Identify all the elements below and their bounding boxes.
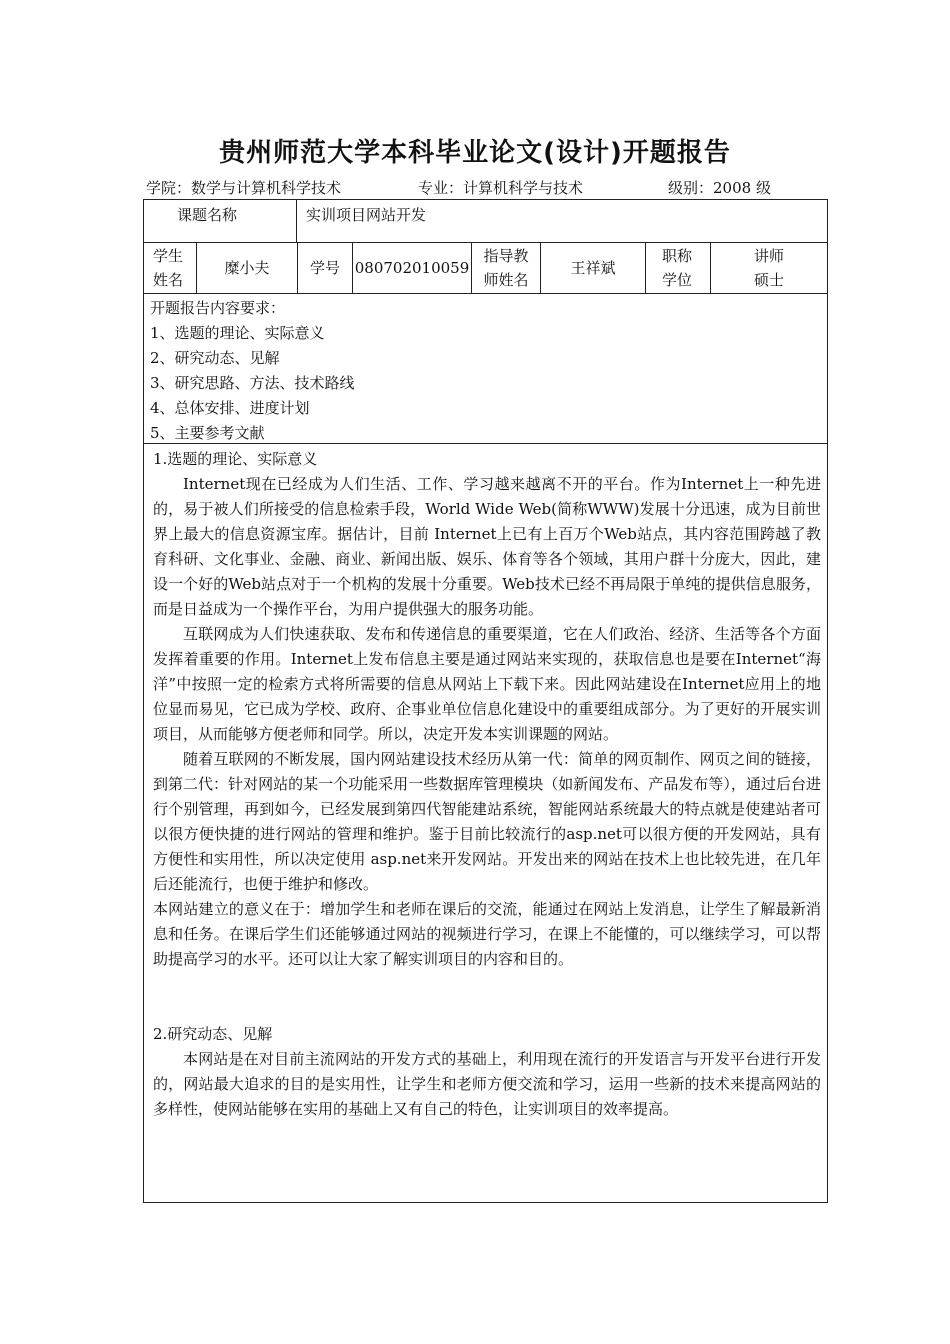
requirement-item: 3、研究思路、方法、技术路线 bbox=[150, 374, 355, 392]
advisor-name: 王祥斌 bbox=[570, 259, 616, 277]
college-field: 学院：数学与计算机科学技术 bbox=[146, 179, 342, 197]
paragraph: 本网站是在对目前主流网站的开发方式的基础上，利用现在流行的开发语言与开发平台进行开发的，网站最大追求的目的是实用性，让学生和老师方便交流和学习，运用一些新的技术来提高网站的多样性，使网站能够在实用的基础上又有自己的特色，让实训项目的效率提高。 bbox=[153, 1050, 821, 1118]
meta-line bbox=[146, 177, 836, 198]
major-field: 专业：计算机科学与技术 bbox=[418, 179, 584, 197]
report-body bbox=[153, 447, 821, 1122]
requirement-item: 4、总体安排、进度计划 bbox=[150, 399, 310, 417]
section-heading: 2.研究动态、见解 bbox=[153, 1025, 273, 1043]
info-divider-4 bbox=[471, 242, 472, 294]
spacer bbox=[153, 972, 821, 1022]
paragraph: Internet现在已经成为人们生活、工作、学习越来越离不开的平台。作为Internet上一种先进的，易于被人们所接受的信息检索手段，World Wide Web(简称WWW)发展十分迅速，成为目前世界上最大的信息资源宝库。据估计，目前 Internet上已有上百万个Web站点，其内容范围跨越了教育科研、文化事业、金融、商业、新闻出版、娱乐、体育等各个领域，其用户群十分庞大，因此，建设一个好的Web站点对于一个机构的发展十分重要。Web技术已经不再局限于单纯的提供信息服务，而是日益成为一个操作平台，为用户提供强大的服务功能。 bbox=[153, 475, 821, 618]
page-title: 贵州师范大学本科毕业论文(设计)开题报告 bbox=[219, 138, 731, 168]
paragraph: 本网站建立的意义在于：增加学生和老师在课后的交流，能通过在网站上发消息，让学生了解最新消息和任务。在课后学生们还能够通过网站的视频进行学习，在课上不能懂的，可以继续学习，可以帮助提高学习的水平。还可以让大家了解实训项目的内容和目的。 bbox=[153, 900, 821, 968]
grade-field: 级别：2008 级 bbox=[668, 179, 771, 197]
student-id: 080702010059 bbox=[354, 259, 470, 277]
section-heading: 1.选题的理论、实际意义 bbox=[153, 450, 318, 468]
student-name: 糜小夫 bbox=[224, 259, 270, 277]
student-id-label: 学号 bbox=[309, 259, 340, 277]
requirement-item: 5、主要参考文献 bbox=[150, 424, 265, 442]
student-name-label: 学生姓名 bbox=[152, 247, 183, 289]
topic-label: 课题名称 bbox=[177, 206, 238, 224]
advisor-title: 讲师硕士 bbox=[753, 247, 784, 289]
requirement-item: 2、研究动态、见解 bbox=[150, 349, 280, 367]
requirements-list bbox=[150, 296, 820, 446]
title-label: 职称学位 bbox=[661, 247, 692, 289]
info-divider-7 bbox=[710, 242, 711, 294]
topic-value: 实训项目网站开发 bbox=[306, 206, 427, 224]
requirement-item: 1、选题的理论、实际意义 bbox=[150, 324, 325, 342]
requirements-heading: 开题报告内容要求： bbox=[150, 299, 286, 317]
advisor-label: 指导教师姓名 bbox=[483, 247, 529, 289]
paragraph: 互联网成为人们快速获取、发布和传递信息的重要渠道，它在人们政治、经济、生活等各个方面发挥着重要的作用。Internet上发布信息主要是通过网站来实现的，获取信息也是要在Internet“海洋”中按照一定的检索方式将所需要的信息从网站上下载下来。因此网站建设在Internet应用上的地位显而易见，它已成为学校、政府、企事业单位信息化建设中的重要组成部分。为了更好的开展实训项目，从而能够方便老师和同学。所以，决定开发本实训课题的网站。 bbox=[153, 625, 821, 743]
paragraph: 随着互联网的不断发展，国内网站建设技术经历从第一代：简单的网页制作、网页之间的链接，到第二代：针对网站的某一个功能采用一些数据库管理模块（如新闻发布、产品发布等），通过后台进行个别管理，再到如今，已经发展到第四代智能建站系统，智能网站系统最大的特点就是使建站者可以很方便快捷的进行网站的管理和维护。鉴于目前比较流行的asp.net可以很方便的开发网站，具有方便性和实用性，所以决定使用 asp.net来开发网站。开发出来的网站在技术上也比较先进，在几年后还能流行，也便于维护和修改。 bbox=[153, 750, 821, 893]
info-divider-6 bbox=[645, 242, 646, 294]
